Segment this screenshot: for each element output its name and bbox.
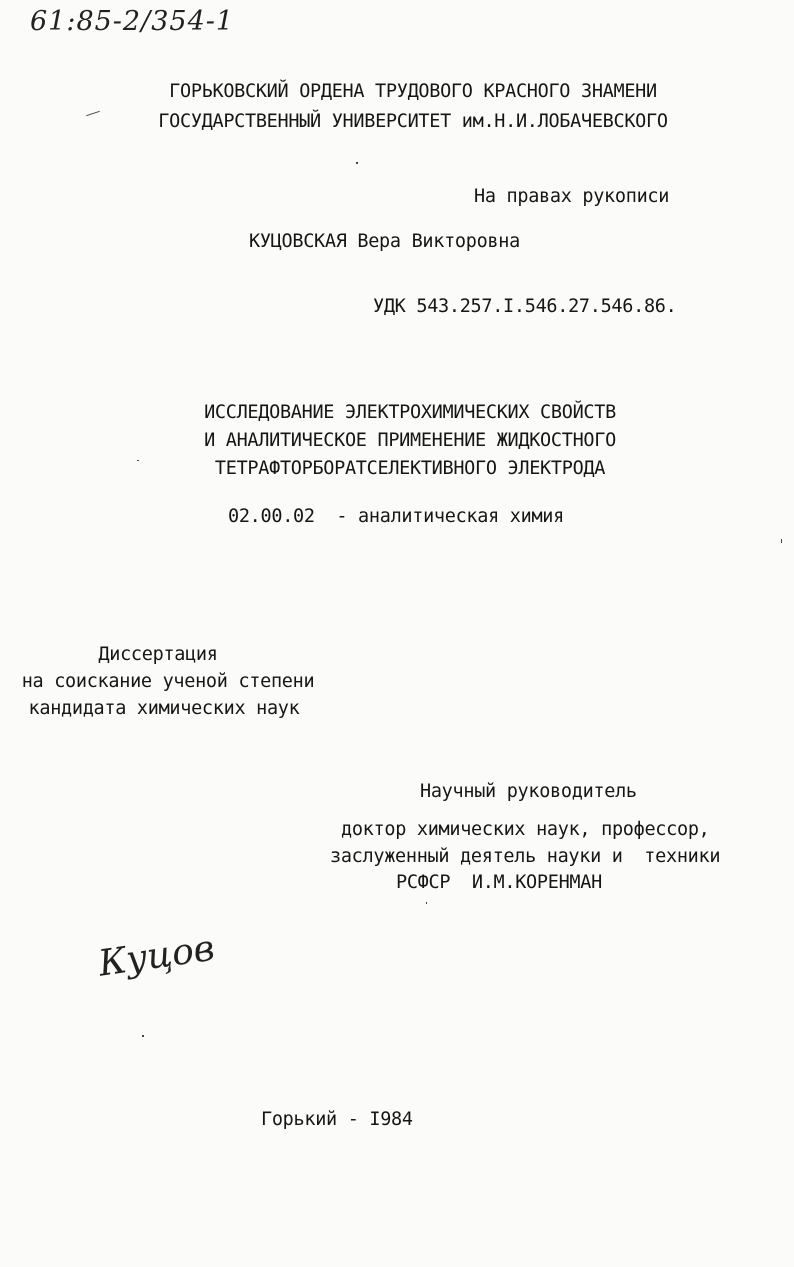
supervisor-line-1: доктор химических наук, профессор,: [341, 819, 710, 840]
archive-number: 61:85-2/354-1: [30, 6, 235, 37]
dissertation-line-1: Диссертация: [98, 644, 218, 665]
scan-speck: [137, 460, 139, 461]
scan-speck: [781, 539, 782, 543]
institution-line-2: ГОСУДАРСТВЕННЫЙ УНИВЕРСИТЕТ им.Н.И.ЛОБАЧЕВСКОГО: [158, 111, 668, 132]
title-line-3: ТЕТРАФТОРБОРАТСЕЛЕКТИВНОГО ЭЛЕКТРОДА: [214, 458, 606, 479]
supervisor-line-3: РСФСР И.М.КОРЕНМАН: [396, 872, 602, 893]
scan-speck: [426, 902, 427, 904]
scan-speck: [86, 111, 100, 116]
supervisor-heading: Научный руководитель: [420, 781, 637, 802]
dissertation-line-2: на соискание ученой степени: [21, 671, 315, 692]
institution-line-1: ГОРЬКОВСКИЙ ОРДЕНА ТРУДОВОГО КРАСНОГО ЗНАМЕНИ: [169, 81, 657, 102]
dissertation-line-3: кандидата химических наук: [28, 698, 300, 719]
place-year: Горький - I984: [261, 1109, 413, 1130]
author-name: КУЦОВСКАЯ Вера Викторовна: [249, 231, 520, 252]
specialty-code: 02.00.02 - аналитическая химия: [228, 506, 564, 527]
scan-speck: [356, 162, 358, 164]
manuscript-note: На правах рукописи: [474, 186, 670, 207]
scan-speck: [142, 1035, 144, 1037]
author-signature: Куцов: [96, 927, 218, 985]
title-line-1: ИССЛЕДОВАНИЕ ЭЛЕКТРОХИМИЧЕСКИХ СВОЙСТВ: [204, 402, 616, 423]
udk-code: УДК 543.257.I.546.27.546.86.: [373, 296, 677, 317]
title-line-2: И АНАЛИТИЧЕСКОЕ ПРИМЕНЕНИЕ ЖИДКОСТНОГО: [204, 430, 616, 451]
supervisor-line-2: заслуженный деятель науки и техники: [330, 846, 721, 867]
